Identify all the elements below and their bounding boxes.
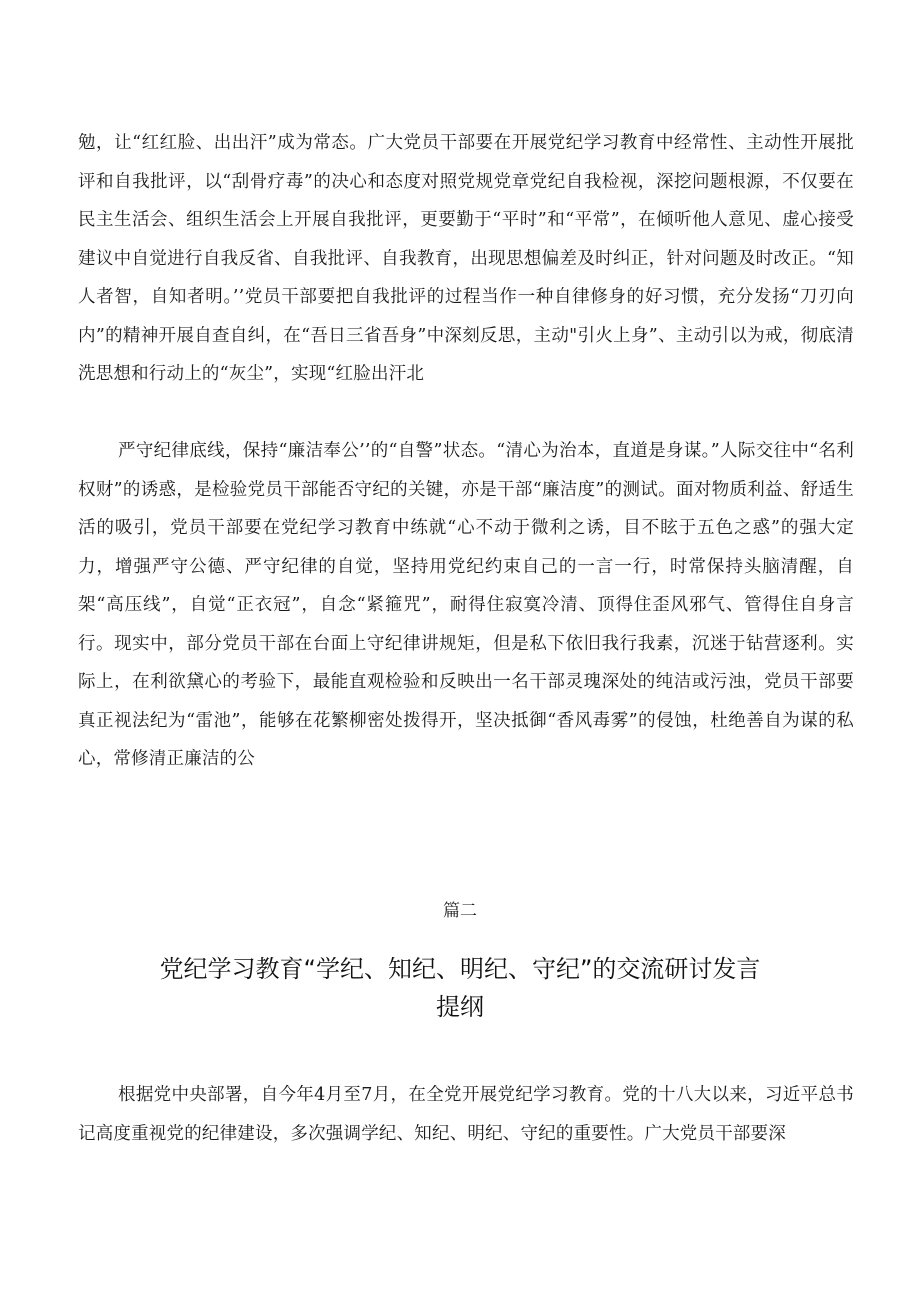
body-paragraph-3: 根据党中央部署，自今年4月至7月，在全党开展党纪学习教育。党的十八大以来，习近平总书记高度重视党的纪律建设，多次强调学纪、知纪、明纪、守纪的重要性。广大党员干部要深	[78, 1085, 854, 1144]
title-line-1: 党纪学习教育“学纪、知纪、明纪、守纪”的交流研讨发言	[159, 955, 761, 983]
body-paragraph-2: 严守纪律底线，保持“廉洁奉公’’的“自警”状态。“清心为治本，直道是身谋。”人际交往中“名利权财”的诱惑，是检验党员干部能否守纪的关键，亦是干部“廉洁度”的测试。面对物质利益、舒适生活的吸引，党员干部要在党纪学习教育中练就“心不动于微利之诱，目不眩于五色之惑”的强大定力，增强严守公德、严守纪律的自觉，坚持用党纪约束自己的一言一行，时常保持头脑清醒，自架“高压线”，自觉“正衣冠”，自念“紧箍咒”，耐得住寂寞冷清、顶得住歪风邪气、管得住自身言行。现实中，部分党员干部在台面上守纪律讲规矩，但是私下依旧我行我素，沉迷于钻营逐利。实际上，在利欲黛心的考验下，最能直观检验和反映出一名干部灵瑰深处的纯洁或污浊，党员干部要真正视法纪为“雷池”，能够在花繁柳密处拨得开，坚决抵御“香风毒雾”的侵蚀，杜绝善自为谋的私心，常修清正廉洁的公	[78, 441, 854, 769]
title-line-2: 提纲	[436, 993, 484, 1021]
document-title	[120, 950, 800, 1026]
body-paragraph-1: 勉，让“红红脸、出出汗”成为常态。广大党员干部要在开展党纪学习教育中经常性、主动性开展批评和自我批评，以“刮骨疗毒”的决心和态度对照党规党章党纪自我检视，深挖问题根源，不仅要在民主生活会、组织生活会上开展自我批评，更要勤于“平时”和“平常”，在倾听他人意见、虚心接受建议中自觉进行自我反省、自我批评、自我教育，出现思想偏差及时纠正，针对问题及时改正。“知人者智，自知者明。’’党员干部要把自我批评的过程当作一种自律修身的好习惯，充分发扬“刀刃向内”的精神开展自查自纠，在“吾日三省吾身”中深刻反思，主动"引火上身”、主动引以为戒，彻底清洗思想和行动上的“灰尘”，实现“红脸出汗北	[78, 133, 854, 384]
section-label: 篇二	[443, 901, 477, 921]
